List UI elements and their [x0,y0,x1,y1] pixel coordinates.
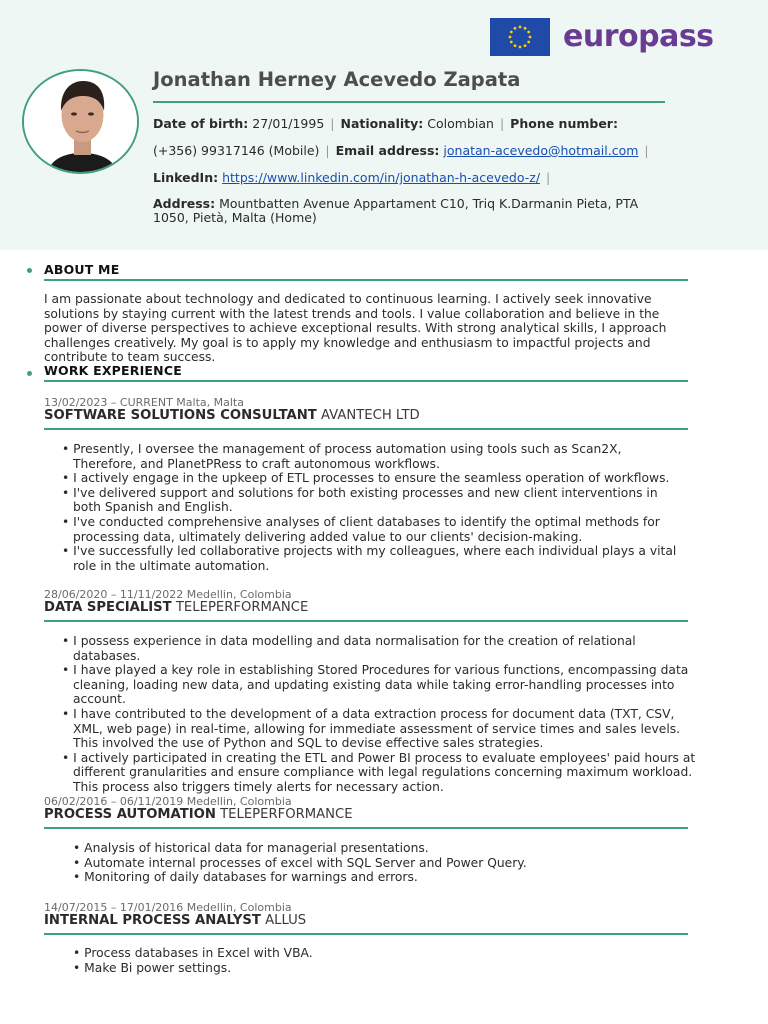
nationality-value: Colombian [427,116,494,131]
name-divider [153,101,665,103]
europass-logo[interactable] [490,18,714,56]
address-line-1: Mountbatten Avenue Appartament C10, Triq K.Darmanin Pieta, PTA [219,196,639,211]
phone-value: (+356) 99317146 (Mobile) [153,143,320,158]
job-role: SOFTWARE SOLUTIONS CONSULTANT [44,408,317,423]
job-title [44,913,306,928]
address-line-2: 1050, Pietà, Malta (Home) [153,210,317,225]
job-divider [44,428,688,430]
email-link[interactable]: jonatan-acevedo@hotmail.com [443,143,639,158]
separator: | [644,143,649,158]
about-section-divider [44,279,688,281]
info-line-3 [153,170,556,185]
separator: | [325,143,330,158]
job-divider [44,933,688,935]
list-item: • I possess experience in data modelling and data normalisation for the creation of relational databases. [62,634,636,663]
address-label: Address: [153,196,216,211]
job-role: INTERNAL PROCESS ANALYST [44,913,261,928]
separator: | [330,116,335,131]
linkedin-label: LinkedIn: [153,170,219,185]
job-bullets [73,946,693,975]
list-item: • Presently, I oversee the management of process automation using tools such as Scan2X, Therefore, and PlanetPRess to craft autonomous workflows. [62,442,622,471]
list-item: • I actively participated in creating the ETL and Power BI process to evaluate employees' paid hours at different granularities and ensure compliance with legal regulations concerning maximum workload. This process also triggers timely alerts for necessary action. [62,750,696,794]
about-section-title: ABOUT ME [44,262,120,277]
list-item: • I've conducted comprehensive analyses of client databases to identify the optimal methods for processing data, ultimately delivering added value to our clients' decision-making. [62,514,660,544]
nationality-label: Nationality: [340,116,424,131]
list-item: • I have contributed to the development of a data extraction process for document data (TXT, CSV, XML, web page) in real-time, allowing for immediate assessment of service times and sales levels. This involved the use of Python and SQL to devise effective sales strategies. [62,706,681,751]
work-section-divider [44,380,688,382]
job-title [44,807,353,822]
dob-label: Date of birth: [153,116,249,131]
job-title [44,408,420,423]
job-bullets [62,634,698,795]
job-bullets [73,841,693,885]
section-marker-icon [27,268,32,273]
europass-wordmark: europass [563,19,714,54]
job-title [44,600,308,615]
list-item: • I've delivered support and solutions for both existing processes and new client interventions in both Spanish and English. [62,485,658,515]
list-item: • Monitoring of daily databases for warnings and errors. [73,870,418,885]
job-company: TELEPERFORMANCE [175,600,309,615]
separator: | [499,116,505,131]
list-item: • Automate internal processes of excel with SQL Server and Power Query. [73,855,527,870]
profile-photo [22,69,139,174]
linkedin-link[interactable]: https://www.linkedin.com/in/jonathan-h-acevedo-z/ [222,170,541,185]
job-date: 28/06/2020 – 11/11/2022 Medellin, Colombia [44,588,292,601]
section-marker-icon [27,371,32,376]
info-line-2 [153,143,655,158]
list-item: • Make Bi power settings. [73,960,232,975]
info-line-4 [153,196,638,211]
job-divider [44,620,688,622]
job-date: 14/07/2015 – 17/01/2016 Medellin, Colombia [44,901,292,914]
job-company: TELEPERFORMANCE [220,807,353,822]
job-company: AVANTECH LTD [320,408,420,423]
job-role: PROCESS AUTOMATION [44,807,216,822]
work-section-title: WORK EXPERIENCE [44,363,182,378]
about-text: I am passionate about technology and dedicated to continuous learning. I actively seek innovative solutions by staying current with the latest trends and tools. I value collaboration and believe in the power of diverse perspectives to achieve exceptional results. With strong analytical skills, I approach challenges creatively. My goal is to apply my knowledge and enthusiasm to impactful projects and contribute to team success. [44,292,667,365]
info-line-5 [153,210,317,225]
job-role: DATA SPECIALIST [44,600,172,615]
job-date: 13/02/2023 – CURRENT Malta, Malta [44,396,244,409]
email-label: Email address: [335,143,440,158]
list-item: • I have played a key role in establishing Stored Procedures for various functions, encompassing data cleaning, loading new data, and updating existing data while taking error-handling processes into account. [62,663,689,707]
full-name: Jonathan Herney Acevedo Zapata [153,68,521,91]
list-item: • I actively engage in the upkeep of ETL processes to ensure the seamless operation of workflows. [62,471,670,486]
eu-flag-icon [490,18,550,56]
list-item: • Process databases in Excel with VBA. [73,946,313,960]
phone-label: Phone number: [510,116,618,131]
job-date: 06/02/2016 – 06/11/2019 Medellin, Colombia [44,795,292,808]
dob-value: 27/01/1995 [252,116,325,131]
info-line-1 [153,116,618,131]
list-item: • Analysis of historical data for managerial presentations. [73,841,429,855]
job-bullets [62,442,682,573]
separator: | [546,170,551,185]
job-divider [44,827,688,829]
job-company: ALLUS [265,913,307,928]
list-item: • I've successfully led collaborative projects with my colleagues, where each individual plays a vital role in the ultimate automation. [62,544,677,573]
